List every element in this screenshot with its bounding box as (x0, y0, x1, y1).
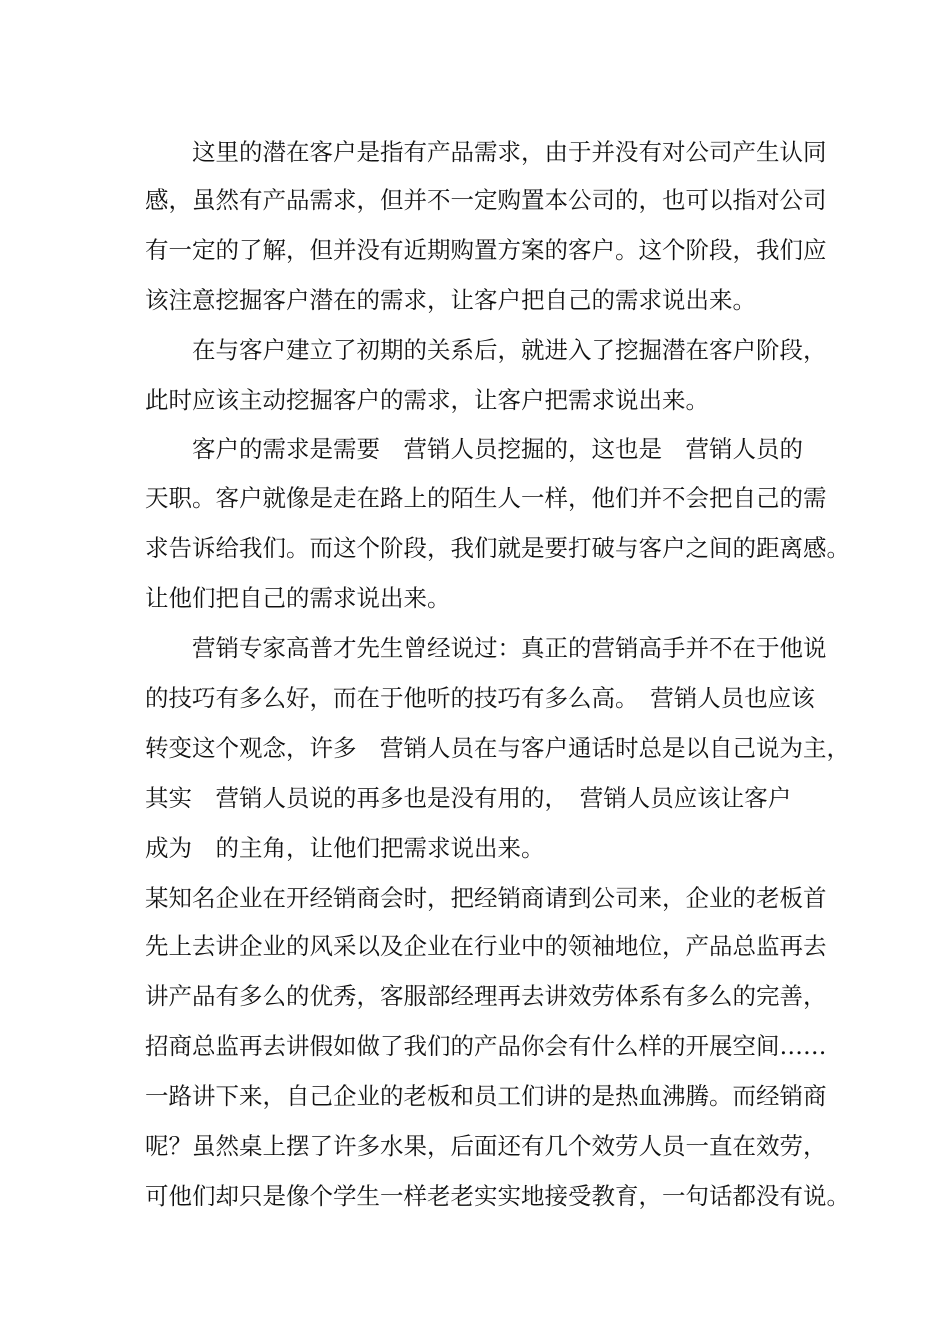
text-line: 成为 的主角，让他们把需求说出来。 (145, 834, 545, 862)
text-line: 在与客户建立了初期的关系后，就进入了挖掘潜在客户阶段， (192, 336, 827, 364)
text-line: 感，虽然有产品需求，但并不一定购置本公司的，也可以指对公司 (145, 186, 827, 214)
text-line: 该注意挖掘客户潜在的需求，让客户把自己的需求说出来。 (145, 286, 756, 314)
text-line: 有一定的了解，但并没有近期购置方案的客户。这个阶段，我们应 (145, 236, 827, 264)
text-line: 此时应该主动挖掘客户的需求，让客户把需求说出来。 (145, 386, 709, 414)
text-line: 某知名企业在开经销商会时，把经销商请到公司来，企业的老板首 (145, 884, 827, 912)
text-line: 招商总监再去讲假如做了我们的产品你会有什么样的开展空间…… (145, 1032, 827, 1060)
text-line: 呢？虽然桌上摆了许多水果，后面还有几个效劳人员一直在效劳， (145, 1132, 827, 1160)
text-line: 其实 营销人员说的再多也是没有用的， 营销人员应该让客户 (145, 784, 792, 812)
text-line: 可他们却只是像个学生一样老老实实地接受教育，一句话都没有说。 (145, 1182, 850, 1210)
text-line: 一路讲下来，自己企业的老板和员工们讲的是热血沸腾。而经销商 (145, 1082, 827, 1110)
text-line: 先上去讲企业的风采以及企业在行业中的领袖地位，产品总监再去 (145, 932, 827, 960)
text-line: 讲产品有多么的优秀，客服部经理再去讲效劳体系有多么的完善， (145, 982, 827, 1010)
text-line: 的技巧有多么好，而在于他听的技巧有多么高。 营销人员也应该 (145, 684, 815, 712)
text-line: 求告诉给我们。而这个阶段，我们就是要打破与客户之间的距离感。 (145, 534, 850, 562)
text-line: 这里的潜在客户是指有产品需求，由于并没有对公司产生认同 (192, 138, 827, 166)
text-line: 天职。客户就像是走在路上的陌生人一样，他们并不会把自己的需 (145, 484, 827, 512)
text-line: 让他们把自己的需求说出来。 (145, 584, 451, 612)
text-line: 营销专家高普才先生曾经说过：真正的营销高手并不在于他说 (192, 634, 827, 662)
text-line: 客户的需求是需要 营销人员挖掘的，这也是 营销人员的 (192, 435, 803, 463)
text-line: 转变这个观念，许多 营销人员在与客户通话时总是以自己说为主， (145, 734, 850, 762)
